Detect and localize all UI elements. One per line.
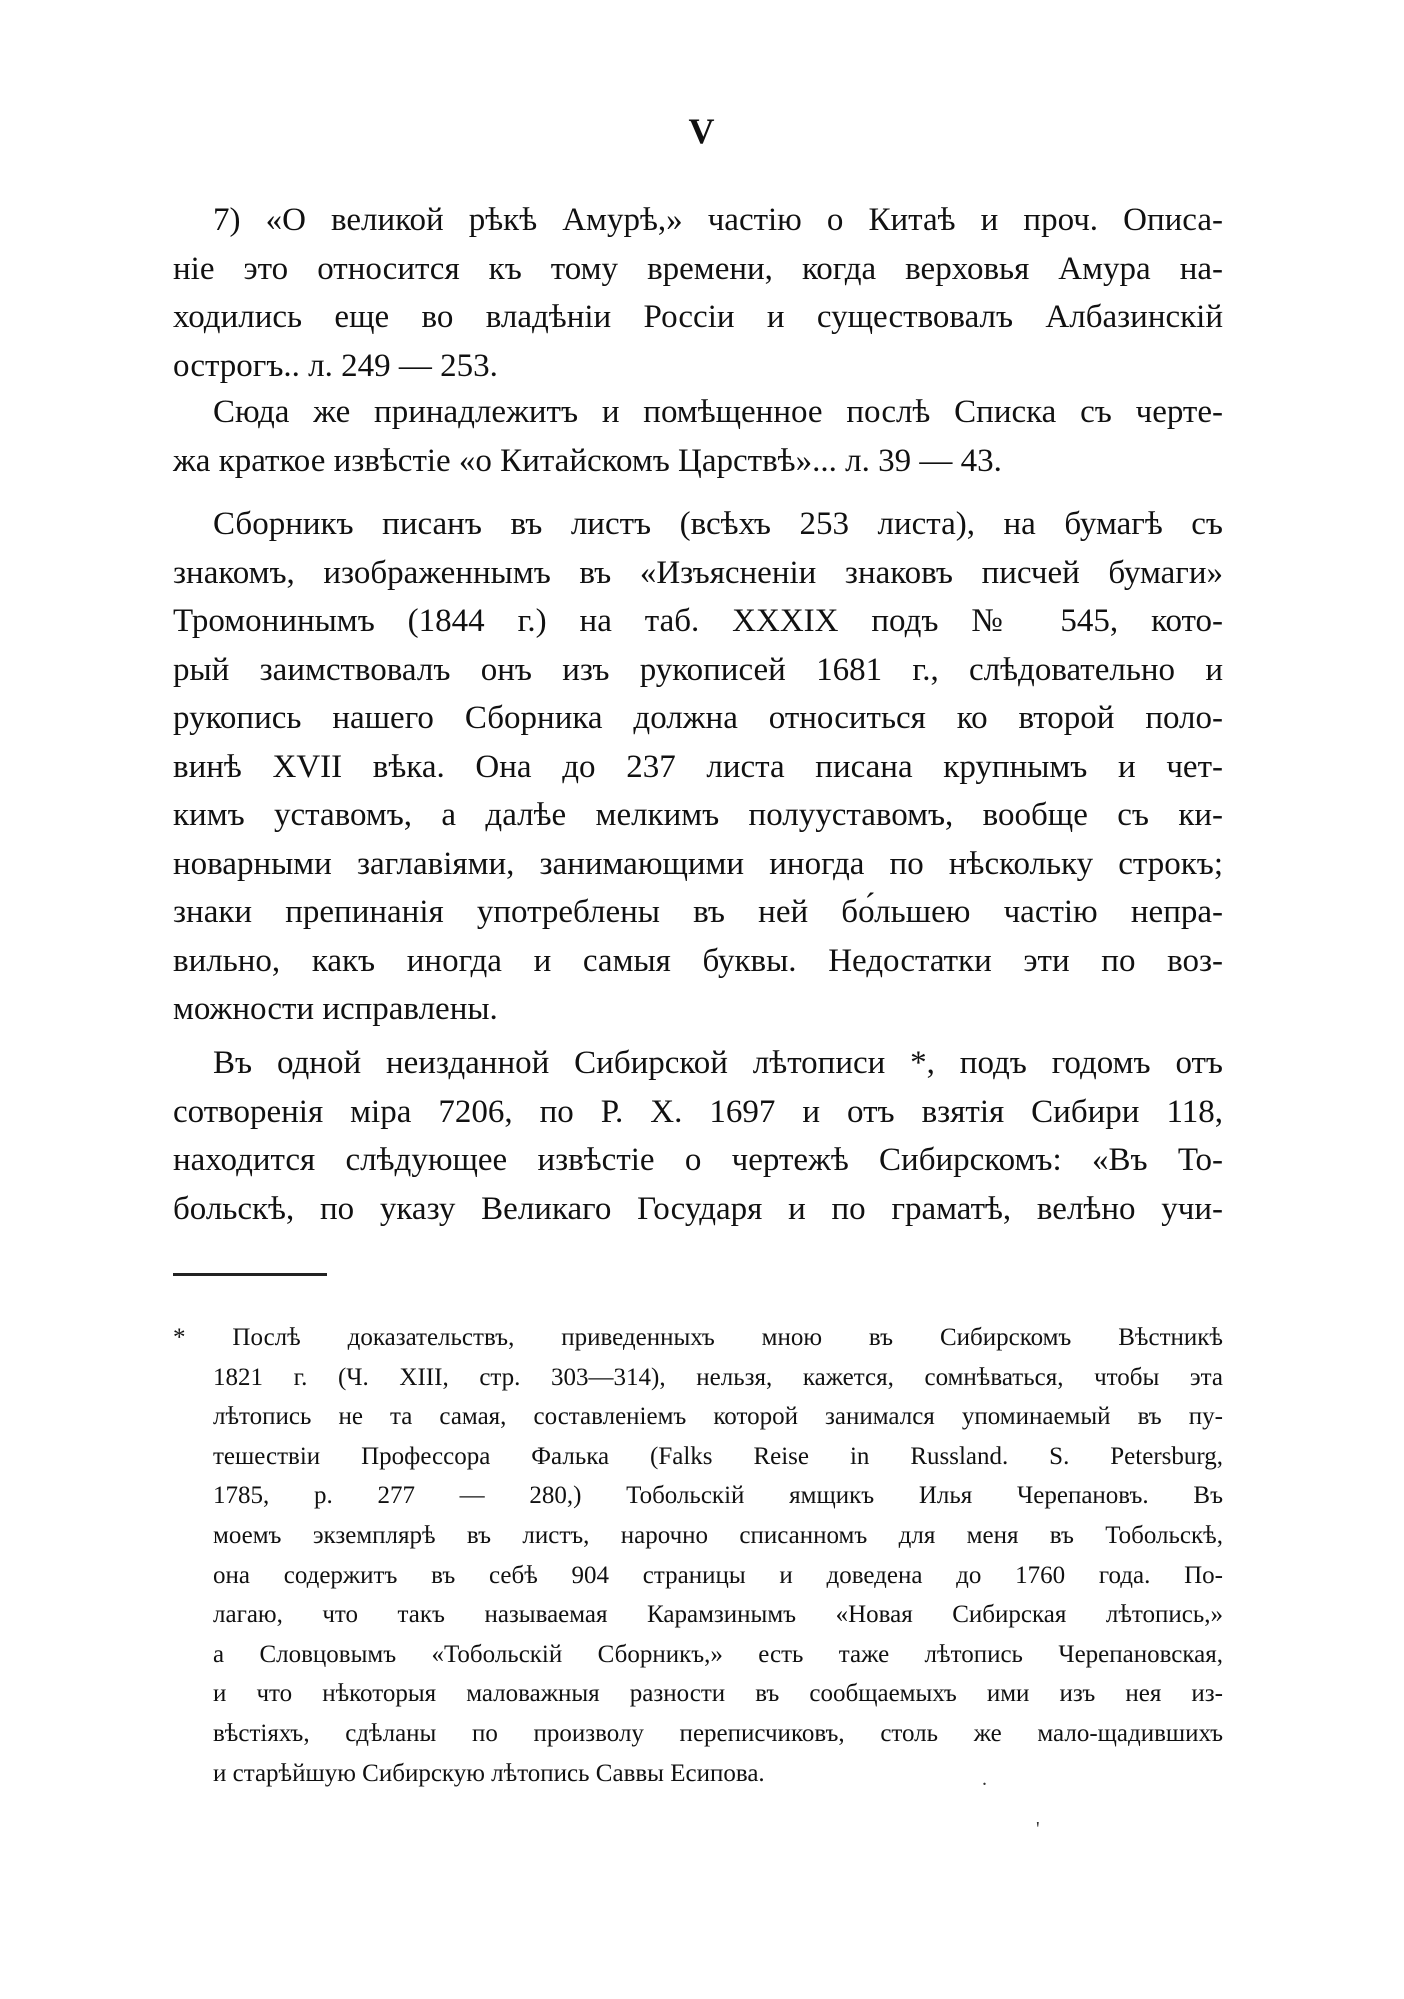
text-line: находится слѣдующее извѣстіе о чертежѣ Сибирскомъ: «Въ То-	[173, 1142, 1223, 1178]
text-line: больскѣ, по указу Великаго Государя и по граматѣ, велѣно учи-	[173, 1190, 1223, 1227]
footnote-line: 1785, p. 277 — 280,) Тобольскій ямщикъ Илья Черепановъ. Въ	[213, 1482, 1223, 1510]
footnote-line: лѣтопись не та самая, составленіемъ которой занимался упоминаемый въ пу-	[213, 1403, 1223, 1431]
footnote	[173, 1318, 1223, 1793]
text-line: знакомъ, изображеннымъ въ «Изъясненіи знаковъ писчей бумаги»	[173, 554, 1223, 591]
text-line: острогъ.. л. 249 — 253.	[173, 347, 498, 384]
text-line: Сюда же принадлежитъ и помѣщенное послѣ Списка съ черте-	[213, 394, 1223, 430]
footnote-divider	[173, 1273, 327, 1276]
text-line: рый заимствовалъ онъ изъ рукописей 1681 г., слѣдовательно и	[173, 651, 1223, 688]
paragraph-1	[173, 196, 1223, 390]
page-number: V	[688, 111, 716, 151]
paragraph-3	[173, 500, 1223, 1034]
footnote-line: 1821 г. (Ч. XIII, стр. 303—314), нельзя, кажется, сомнѣваться, чтобы эта	[213, 1363, 1223, 1391]
footnote-line: тешествіи Профессора Фалька (Falks Reise in Russland. S. Petersburg,	[213, 1442, 1223, 1470]
paragraph-4	[173, 1039, 1223, 1233]
text-line: ніе это относится къ тому времени, когда верховья Амура на-	[173, 250, 1223, 287]
text-line: знаки препинанія употреблены въ ней бо́льшею частію непра-	[173, 894, 1223, 930]
text-line: Въ одной неизданной Сибирской лѣтописи *, подъ годомъ отъ	[213, 1045, 1223, 1081]
text-line: рукопись нашего Сборника должна относиться ко второй поло-	[173, 700, 1223, 736]
text-line: вильно, какъ иногда и самыя буквы. Недостатки эти по воз-	[173, 942, 1223, 979]
footnote-line: она содержитъ въ себѣ 904 страницы и доведена до 1760 года. По-	[213, 1561, 1223, 1589]
text-line: сотворенія міра 7206, по Р. Х. 1697 и отъ взятія Сибири 118,	[173, 1093, 1223, 1130]
footnote-line: и что нѣкоторыя маловажныя разности въ сообщаемыхъ ими изъ нея из-	[213, 1680, 1223, 1708]
text-line: кимъ уставомъ, а далѣе мелкимъ полууставомъ, вообще съ ки-	[173, 797, 1223, 833]
text-line: новарными заглавіями, занимающими иногда по нѣскольку строкъ;	[173, 845, 1223, 882]
footnote-line: моемъ экземплярѣ въ листъ, нарочно списанномъ для меня въ Тобольскѣ,	[213, 1521, 1223, 1549]
footnote-line: лагаю, что такъ называемая Карамзинымъ «Новая Сибирская лѣтопись,»	[213, 1601, 1223, 1629]
text-line: можности исправлены.	[173, 991, 498, 1027]
footnote-line: и старѣйшую Сибирскую лѣтопись Саввы Есипова.	[213, 1759, 765, 1787]
text-line: ходились еще во владѣніи Россіи и существовалъ Албазинскій	[173, 299, 1223, 335]
stray-mark: .	[982, 1768, 987, 1790]
footnote-line: * Послѣ доказательствъ, приведенныхъ мною въ Сибирскомъ Вѣстникѣ	[173, 1324, 1223, 1351]
text-line: Тромонинымъ (1844 г.) на таб. XXXIX подъ № 545, кото-	[173, 603, 1223, 639]
footnote-line: а Словцовымъ «Тобольскій Сборникъ,» есть таже лѣтопись Черепановская,	[213, 1640, 1223, 1668]
text-line: винѣ XVII вѣка. Она до 237 листа писана крупнымъ и чет-	[173, 748, 1223, 785]
text-line: жа краткое извѣстіе «о Китайскомъ Царствѣ»... л. 39 — 43.	[173, 442, 1002, 479]
text-line: 7) «О великой рѣкѣ Амурѣ,» частію о Китаѣ и проч. Описа-	[213, 202, 1223, 238]
paragraph-2	[173, 388, 1223, 485]
text-line: Сборникъ писанъ въ листъ (всѣхъ 253 листа), на бумагѣ съ	[213, 506, 1223, 542]
stray-mark: '	[1036, 1818, 1040, 1840]
footnote-line: вѣстіяхъ, сдѣланы по произволу переписчиковъ, столь же мало-щадившихъ	[213, 1719, 1223, 1747]
